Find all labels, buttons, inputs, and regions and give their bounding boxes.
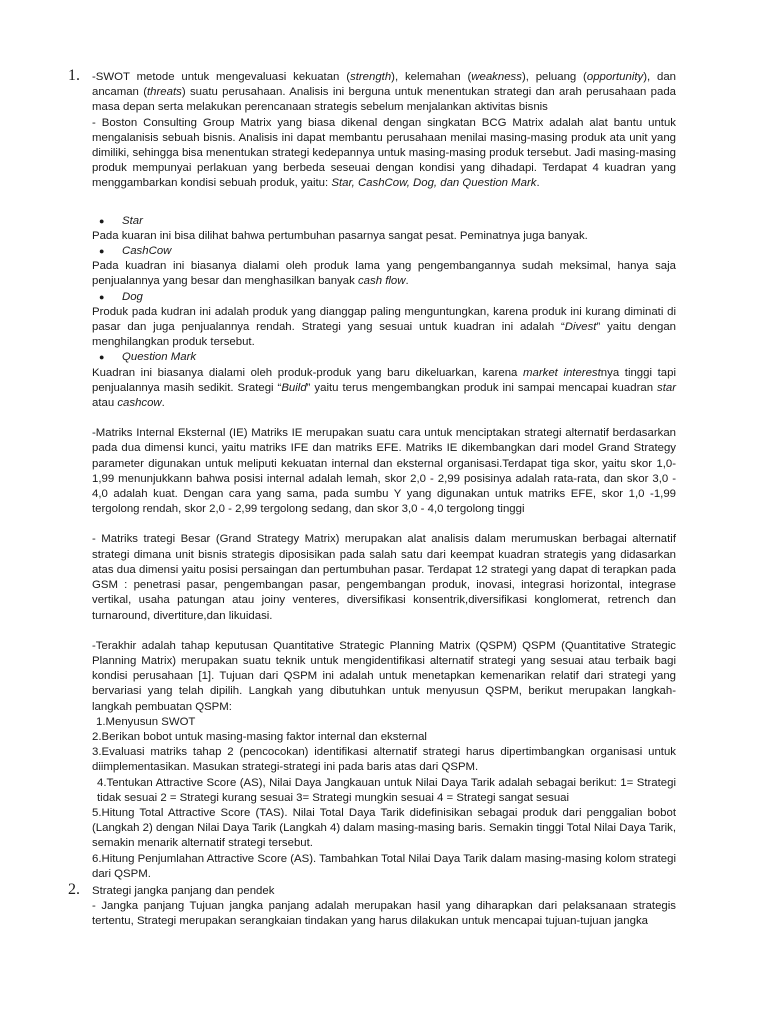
quadrant-description: Pada kuaran ini bisa dilihat bahwa pertumbuhan pasarnya sangat pesat. Peminatnya juga banyak. <box>92 229 588 242</box>
bullet-item <box>92 290 676 305</box>
qspm-step: 5.Hitung Total Attractive Score (TAS). Nilai Total Daya Tarik didefinisikan sebagai produk dari penggalian bobot (Langkah 2) dengan Nilai Daya Tarik (Langkah 4) dalam masing-masing baris. Semakin tinggi Total Nilai Daya Tarik, semakin menarik alternatif strategi tersebut. <box>92 806 676 850</box>
long-term-lead: - Jangka panjang <box>92 900 185 913</box>
quadrant-title: Question Mark <box>122 351 197 364</box>
ie-matrix-paragraph: -Matriks Internal Eksternal (IE) Matriks IE merupakan suatu cara untuk menciptakan strategi alternatif berdasarkan pada dua dimensi kunci, yaitu matriks IFE dan matriks EFE. Matriks IE dikembangkan dari model Grand Strategy parameter digunakan untuk meliputi kekuatan internal dan eksternal organisasi.Terdapat tiga skor, yaitu skor 1,0-1,99 menunjukkann bahwa posisi internal adalah lemah, skor 2,0 - 2,99 posisinya adalah rata-rata, dan skor 3,0 - 4,0 adalah kuat. Dengan cara yang sama, pada sumbu Y yang digunakan untuk matriks EFE, skor 1,0 -1,99 tergolong rendah, skor 2,0 - 2,99 tergolong sedang, dan skor 3,0 - 4,0 tergolong tinggi <box>92 427 676 516</box>
bullet-icon: ● <box>99 352 105 363</box>
bullet-icon: ● <box>99 246 105 257</box>
bullet-item <box>92 214 676 229</box>
qspm-step: 2.Berikan bobot untuk masing-masing faktor internal dan eksternal <box>92 730 427 743</box>
quadrant-dog <box>92 290 676 351</box>
section-2-title: Strategi jangka panjang dan pendek <box>92 885 275 897</box>
qspm-step: 6.Hitung Penjumlahan Attractive Score (AS). Tambahkan Total Nilai Daya Tarik dalam masing-masing kolom strategi dari QSPM. <box>92 852 676 880</box>
quadrant-description: Produk pada kudran ini adalah produk yang dianggap paling menguntungkan, karena produk ini kurang diminati di pasar dan juga penjualannya rendah. Strategi yang sesuai untuk kuadran ini adalah “Divest” yaitu dengan menghilangkan produk tersebut. <box>92 305 676 349</box>
qspm-step: 3.Evaluasi matriks tahap 2 (pencocokan) identifikasi alternatif strategi harus dipertimbangkan organisasi untuk diimplementasikan. Masukan strategi-strategi ini pada baris atas dari QSPM. <box>92 746 676 774</box>
section-number: 1. <box>68 67 80 84</box>
quadrant-title: Star <box>122 214 143 227</box>
long-term-paragraph <box>92 899 676 929</box>
section-2 <box>68 881 676 930</box>
quadrant-star <box>92 214 676 244</box>
quadrant-cashcow <box>92 244 676 290</box>
bullet-icon: ● <box>99 215 105 226</box>
quadrant-description: Kuadran ini biasanya dialami oleh produk-produk yang baru dikeluarkan, karena market interestnya tinggi tapi penjualannya masih sedikit. Srategi “Build” yaitu terus mengembangkan produk ini sampai mencapai kuadran star atau cashcow. <box>92 366 676 410</box>
qspm-paragraph: -Terakhir adalah tahap keputusan Quantitative Strategic Planning Matrix (QSPM) QSPM (Quantitative Strategic Planning Matrix) merupakan suatu teknik untuk mengidentifikasi alternatif strategi yang sesuai atau terbaik bagi kondisi perusahaan [1]. Tujuan dari QSPM ini adalah untuk menetapkan kemenarikan relatif dari strategi yang bervariasi yang telah dipilih. Langkah yang dibutuhkan untuk menyusun QSPM, berikut merupakan langkah-langkah pembuatan QSPM: <box>92 639 676 713</box>
bcg-paragraph: - Boston Consulting Group Matrix yang biasa dikenal dengan singkatan BCG Matrix adalah alat bantu untuk mengalanisis sebuah bisnis. Analisis ini dapat membantu perusahaan menilai masing-masing produk ata unit yang dimiliki, sehingga bisa menentukan strategi kedepannya untuk masing-masing produk tersebut. Jadi masing-masing produk mempunyai perlakuan yang berbeda seseuai dengan kondisi yang dihadapi. Terdapat 4 kuadran yang menggambarkan kondisi sebuah produk, yaitu: Star, CashCow, Dog, dan Question Mark. <box>92 116 676 190</box>
bullet-item <box>92 244 676 259</box>
section-1 <box>68 67 676 882</box>
section-number: 2. <box>68 881 80 898</box>
swot-paragraph: -SWOT metode untuk mengevaluasi kekuatan (strength), kelemahan (weakness), peluang (opportunity), dan ancaman (threats) suatu perusahaan. Analisis ini berguna untuk menentukan strategi dan arah perusahaan pada masa depan serta melakukan perencanaan strategis sebelum menjalankan aktivitas bisnis <box>92 71 676 114</box>
qspm-step: 1.Menyusun SWOT <box>96 715 196 728</box>
long-term-body: Tujuan jangka panjang adalah merupakan hasil yang diharapkan dari pelaksanaan strategis tertentu, Strategi merupakan serangkaian tindakan yang harus dilakukan untuk mencapai tujuan-tujuan jangka <box>92 900 676 928</box>
quadrant-title: Dog <box>122 290 143 303</box>
qspm-step: 4.Tentukan Attractive Score (AS), Nilai Daya Jangkauan untuk Nilai Daya Tarik adalah sebagai berikut: 1= Strategi tidak sesuai 2 = Strategi kurang sesuai 3= Strategi mungkin sesuai 4 = Strategi sangat sesuai <box>97 776 676 804</box>
bullet-item <box>92 350 676 365</box>
gsm-paragraph: - Matriks trategi Besar (Grand Strategy Matrix) merupakan alat analisis dalam merumuskan berbagai alternatif strategi dimana unit bisnis strategis diposisikan pada salah satu dari keempat kuadran strategis yang didasarkan atas dua dimensi yaitu posisi persaingan dan pertumbuhan pasar. Terdapat 12 strategi yang dapat di terapkan pada GSM : penetrasi pasar, pengembangan pasar, pengembangan produk, inovasi, integrasi horizontal, integrase vertikal, usaha patungan atau joiny venteres, diversifikasi konsentrik,diversifikasi konglomerat, retrench dan turnaround, divertiture,dan likuidasi. <box>92 533 676 622</box>
bullet-icon: ● <box>99 291 105 302</box>
quadrant-question-mark <box>92 350 676 411</box>
quadrant-title: CashCow <box>122 245 172 258</box>
qspm-steps-list <box>92 715 676 882</box>
quadrant-description: Pada kuadran ini biasanya dialami oleh produk lama yang pengembangannya sudah meksimal, hanya saja penjualannya yang besar dan menghasilkan banyak cash flow. <box>92 260 676 288</box>
